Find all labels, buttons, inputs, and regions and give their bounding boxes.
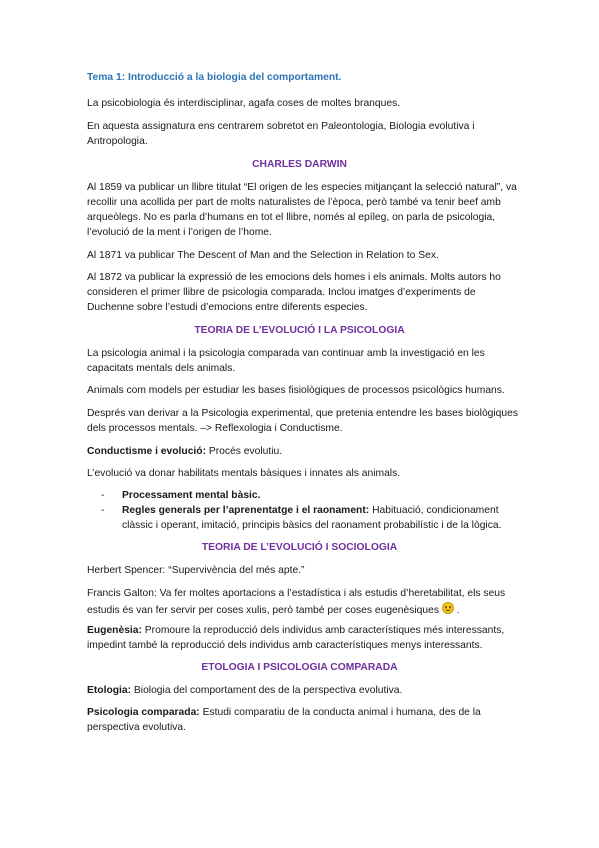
doc-title: Tema 1: Introducció a la biologia del comportament.	[87, 72, 342, 83]
bullet-marker: -	[101, 505, 105, 516]
term: Processament mental bàsic.	[122, 490, 261, 501]
paragraph: impedint també la reproducció dels individus amb característiques menys interessants.	[87, 640, 483, 651]
paragraph: l’evolució de la ment i l’origen de l’home.	[87, 227, 272, 238]
term: Conductisme i evolució:	[87, 446, 207, 457]
paragraph: La psicobiologia és interdisciplinar, agafa coses de moltes branques.	[87, 98, 401, 109]
paragraph: Al 1872 va publicar la expressió de les emocions dels homes i els animals. Molts autors ho	[87, 272, 501, 283]
paragraph: Duchenne sobre l’estudi d’emocions entre diferents especies.	[87, 302, 368, 313]
section-heading: TEORIA DE L’EVOLUCIÓ I LA PSICOLOGIA	[194, 325, 405, 336]
term: Eugenèsia:	[87, 625, 142, 636]
definition: Procés evolutiu.	[206, 446, 283, 457]
paragraph	[87, 624, 539, 638]
paragraph: Herbert Spencer: “Supervivència del més apte.”	[87, 565, 305, 576]
paragraph: L’evolució va donar habilitats mentals bàsiques i innates als animals.	[87, 468, 401, 479]
paragraph: consideren el primer llibre de psicologia comparada. Inclou imatges d’experiments de	[87, 287, 476, 298]
section-heading: CHARLES DARWIN	[252, 159, 347, 170]
list-item	[122, 489, 261, 503]
text: .	[453, 605, 460, 616]
term: Regles generals per l’aprenentatge i el raonament:	[122, 505, 370, 516]
paragraph: perspectiva evolutiva.	[87, 722, 187, 733]
paragraph: dels processos mentals. –> Reflexologia i Conductisme.	[87, 423, 343, 434]
definition: Promoure la reproducció dels individus amb característiques més interessants,	[141, 625, 505, 636]
paragraph: Antropologia.	[87, 136, 148, 147]
paragraph: La psicologia animal i la psicologia comparada van continuar amb la investigació en les	[87, 348, 485, 359]
list-item-continuation: clàssic i operant, imitació, principis bàsics del raonament probabilístic i de la lògica.	[122, 520, 502, 531]
paragraph: Després van derivar a la Psicologia experimental, que pretenia entendre les bases biològiques	[87, 408, 519, 419]
paragraph	[87, 706, 539, 720]
smiling-face-icon	[442, 602, 454, 614]
paragraph: arqueòlegs. No es parla d’humans en tot el llibre, només al epíleg, on parla de psicologia,	[87, 212, 496, 223]
paragraph: Al 1859 va publicar un llibre titulat “El origen de les especies mitjançant la selecció natural”, va	[87, 182, 517, 193]
term: Etologia:	[87, 685, 132, 696]
definition: Estudi comparatiu de la conducta animal i humana, des de la	[199, 707, 481, 718]
paragraph: recollir una acollida per part de molts naturalistes de l’època, però també va tenir beef amb	[87, 197, 501, 208]
paragraph	[87, 684, 539, 698]
paragraph: Francis Galton: Va fer moltes aportacions a l’estadística i als estudis d’heretabilitat, els seus	[87, 588, 506, 599]
paragraph: capacitats mentals dels animals.	[87, 363, 236, 374]
definition: Biologia del comportament des de la perspectiva evolutiva.	[131, 685, 403, 696]
paragraph: Animals com models per estudiar les bases fisiològiques de processos psicològics humans.	[87, 385, 505, 396]
section-heading: TEORIA DE L’EVOLUCIÓ I SOCIOLOGIA	[201, 542, 398, 553]
paragraph: En aquesta assignatura ens centrarem sobretot en Paleontologia, Biologia evolutiva i	[87, 121, 475, 132]
paragraph: Al 1871 va publicar The Descent of Man and the Selection in Relation to Sex.	[87, 250, 439, 261]
bullet-marker: -	[101, 490, 105, 501]
term: Psicologia comparada:	[87, 707, 200, 718]
paragraph	[87, 445, 539, 459]
definition: Habituació, condicionament	[369, 505, 499, 516]
list-item	[122, 504, 499, 518]
text: estudis és van fer servir per coses xulis, però també per coses eugenèsiques	[87, 605, 439, 616]
section-heading: ETOLOGIA I PSICOLOGIA COMPARADA	[201, 662, 398, 673]
paragraph	[87, 602, 539, 618]
